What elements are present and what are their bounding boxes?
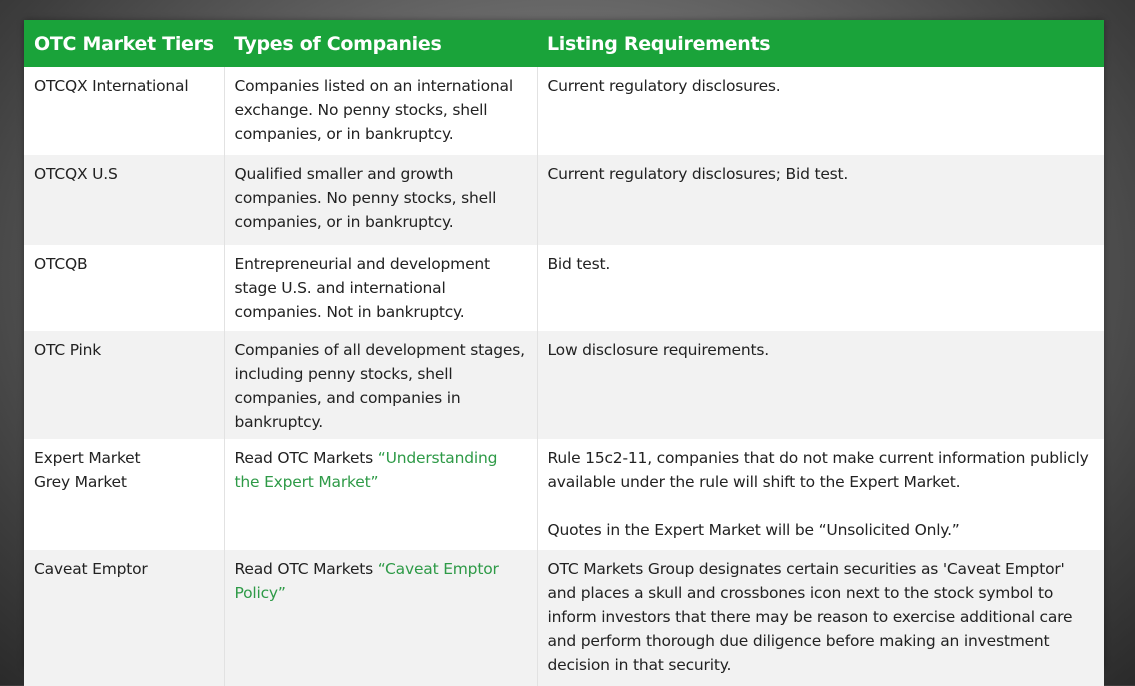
tier-cell (24, 439, 224, 550)
types-cell: Qualified smaller and growth companies. No penny stocks, shell companies, or in bankruptcy. (224, 155, 537, 245)
table-row (24, 331, 1104, 439)
header-types: Types of Companies (224, 20, 537, 67)
caveat-emptor-policy-link[interactable]: “Caveat Emptor Policy” (234, 560, 499, 602)
tier-line-grey-market: Grey Market (34, 473, 127, 491)
table-row (24, 550, 1104, 686)
header-tier: OTC Market Tiers (24, 20, 224, 67)
types-cell (224, 550, 537, 686)
requirements-cell (537, 439, 1104, 550)
types-cell (224, 439, 537, 550)
requirements-cell: Current regulatory disclosures; Bid test. (537, 155, 1104, 245)
table-row (24, 155, 1104, 245)
requirements-paragraph-2: Quotes in the Expert Market will be “Unsolicited Only.” (547, 521, 960, 539)
requirements-cell: Bid test. (537, 245, 1104, 331)
types-cell: Companies of all development stages, including penny stocks, shell companies, and companies in bankruptcy. (224, 331, 537, 439)
table-row (24, 439, 1104, 550)
requirements-cell: Low disclosure requirements. (537, 331, 1104, 439)
header-requirements: Listing Requirements (537, 20, 1104, 67)
tier-cell: OTCQX U.S (24, 155, 224, 245)
requirements-cell: OTC Markets Group designates certain securities as 'Caveat Emptor' and places a skull and crossbones icon next to the stock symbol to inform investors that there may be reason to exercise additional care and perform thorough due diligence before making an investment decision in that security. (537, 550, 1104, 686)
tier-line-expert-market: Expert Market (34, 449, 141, 467)
requirements-paragraph-1: Rule 15c2-11, companies that do not make current information publicly available under the rule will shift to the Expert Market. (547, 449, 1089, 491)
requirements-cell: Current regulatory disclosures. (537, 67, 1104, 155)
table-row (24, 245, 1104, 331)
tier-cell: OTCQB (24, 245, 224, 331)
tier-cell: OTC Pink (24, 331, 224, 439)
table-row (24, 67, 1104, 155)
types-prefix: Read OTC Markets (234, 560, 378, 578)
otc-tiers-table-container (24, 20, 1104, 674)
understanding-expert-market-link[interactable]: “Understanding the Expert Market” (234, 449, 498, 491)
tier-cell: OTCQX International (24, 67, 224, 155)
types-cell: Companies listed on an international exchange. No penny stocks, shell companies, or in bankruptcy. (224, 67, 537, 155)
types-cell: Entrepreneurial and development stage U.S. and international companies. Not in bankruptcy. (224, 245, 537, 331)
paragraph-gap (548, 494, 1095, 518)
otc-tiers-table (24, 20, 1104, 686)
tier-cell: Caveat Emptor (24, 550, 224, 686)
table-header-row (24, 20, 1104, 67)
types-prefix: Read OTC Markets (234, 449, 378, 467)
